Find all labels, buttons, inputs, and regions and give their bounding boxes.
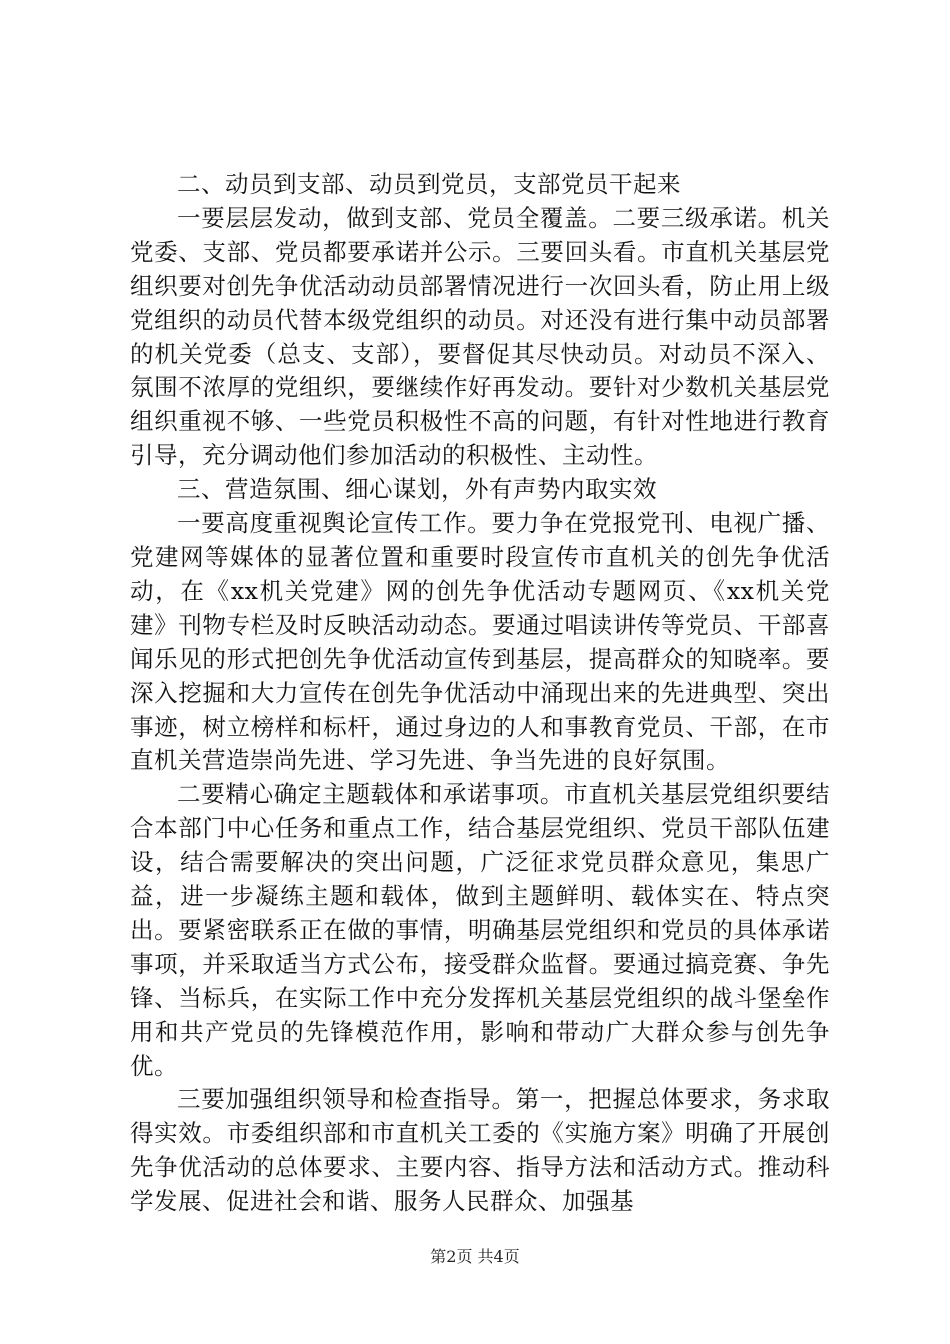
document-body	[130, 168, 830, 1219]
section-heading-mobilize: 二、动员到支部、动员到党员，支部党员干起来	[177, 170, 681, 198]
body-paragraph: 三要加强组织领导和检查指导。第一，把握总体要求，务求取得实效。市委组织部和市直机关工委的《实施方案》明确了开展创先争优活动的总体要求、主要内容、指导方法和活动方式。推动科学发展、促进社会和谐、服务人民群众、加强基	[130, 1085, 830, 1216]
section-heading-atmosphere: 三、营造氛围、细心谋划，外有声势内取实效	[177, 475, 657, 504]
body-paragraph: 二要精心确定主题载体和承诺事项。市直机关基层党组织要结合本部门中心任务和重点工作，结合基层党组织、党员干部队伍建设，结合需要解决的突出问题，广泛征求党员群众意见，集思广益，进一步凝练主题和载体，做到主题鲜明、载体实在、特点突出。要紧密联系正在做的事情，明确基层党组织和党员的具体承诺事项，并采取适当方式公布，接受群众监督。要通过搞竞赛、争先锋、当标兵，在实际工作中充分发挥机关基层党组织的战斗堡垒作用和共产党员的先锋模范作用，影响和带动广大群众参与创先争优。	[130, 780, 830, 1080]
page-number-footer: 第2页 共4页	[430, 1247, 520, 1266]
body-paragraph: 一要层层发动，做到支部、党员全覆盖。二要三级承诺。机关党委、支部、党员都要承诺并公示。三要回头看。市直机关基层党组织要对创先争优活动动员部署情况进行一次回头看，防止用上级党组织的动员代替本级党组织的动员。对还没有进行集中动员部署的机关党委（总支、支部），要督促其尽快动员。对动员不深入、氛围不浓厚的党组织，要继续作好再发动。要针对少数机关基层党组织重视不够、一些党员积极性不高的问题，有针对性地进行教育引导，充分调动他们参加活动的积极性、主动性。	[130, 203, 830, 470]
body-paragraph: 一要高度重视舆论宣传工作。要力争在党报党刊、电视广播、党建网等媒体的显著位置和重要时段宣传市直机关的创先争优活动，在《xx机关党建》网的创先争优活动专题网页、《xx机关党建》刊物专栏及时反映活动动态。要通过唱读讲传等党员、干部喜闻乐见的形式把创先争优活动宣传到基层，提高群众的知晓率。要深入挖掘和大力宣传在创先争优活动中涌现出来的先进典型、突出事迹，树立榜样和标杆，通过身边的人和事教育党员、干部，在市直机关营造崇尚先进、学习先进、争当先进的良好氛围。	[130, 509, 830, 775]
